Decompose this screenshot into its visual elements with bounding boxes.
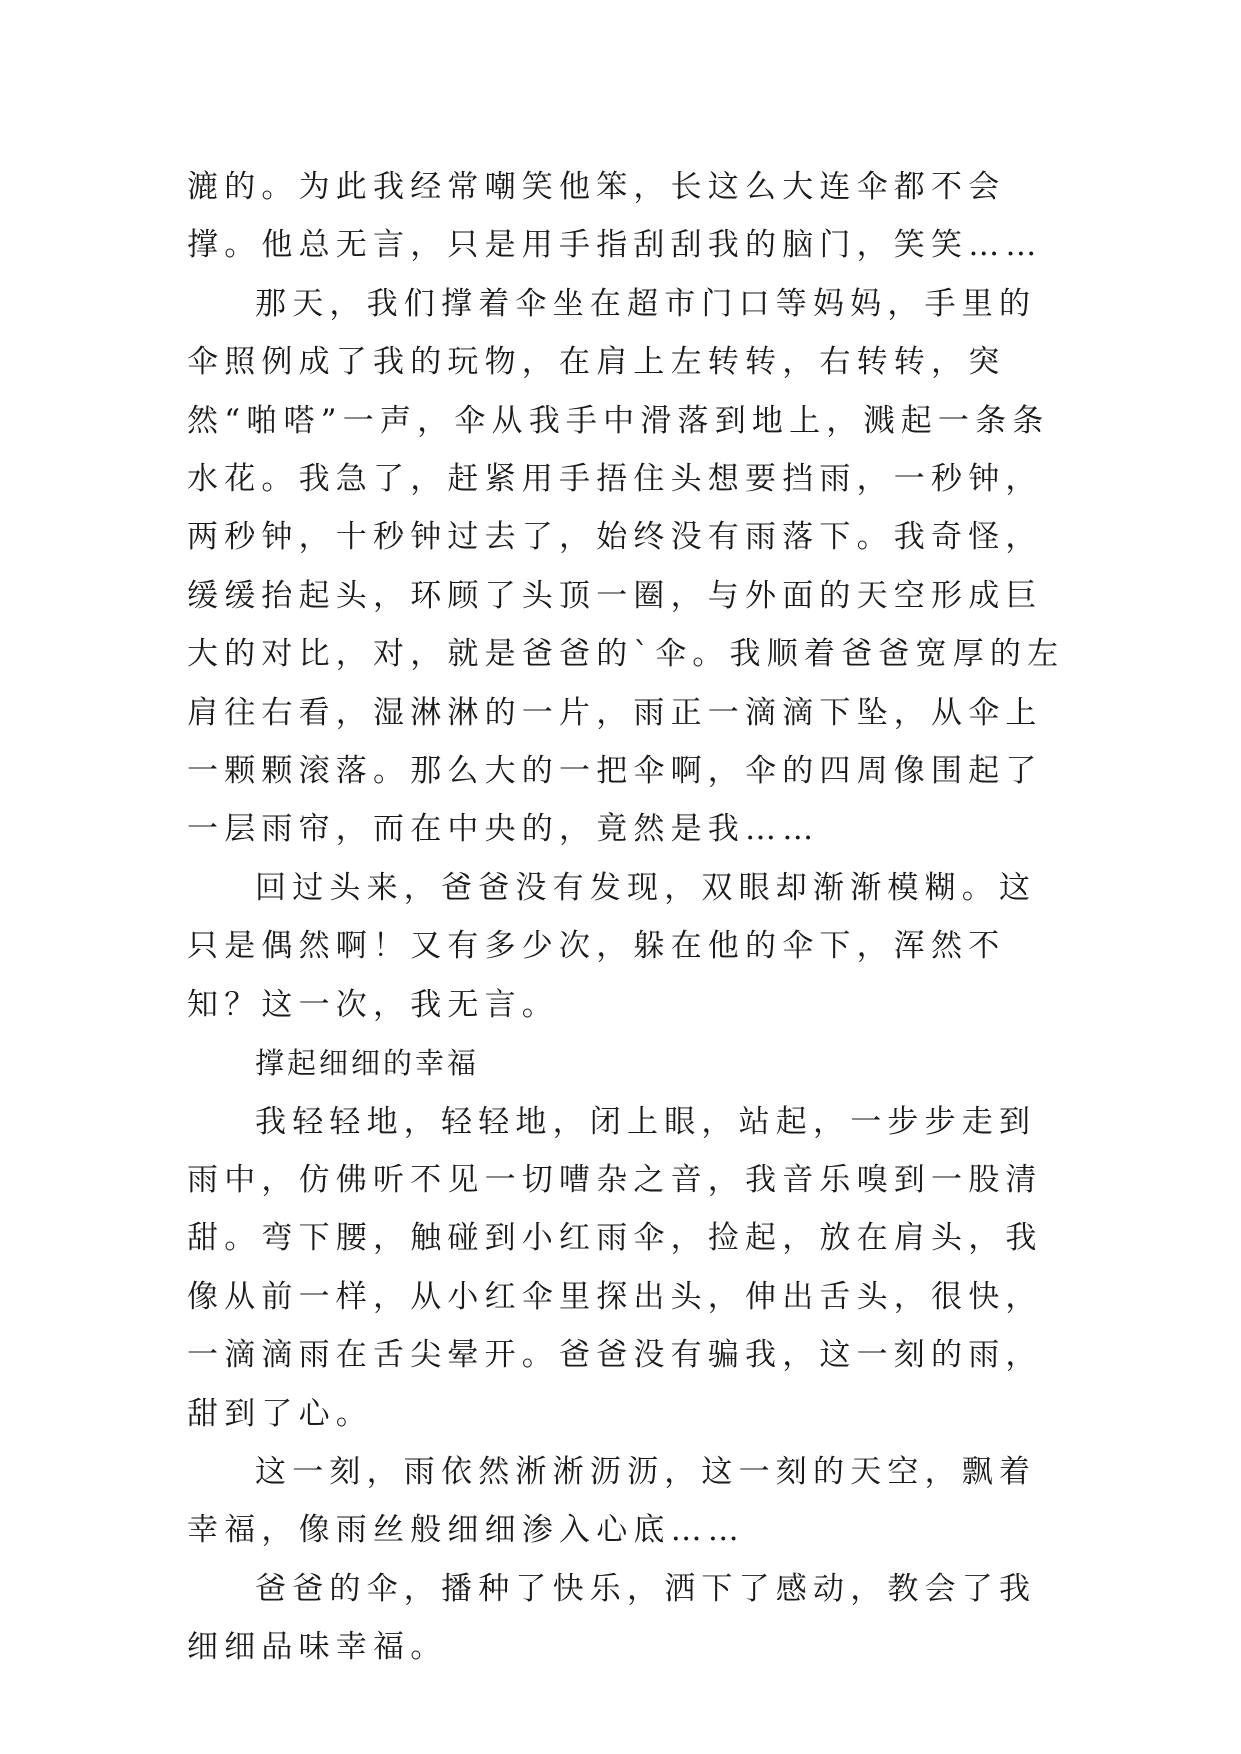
paragraph: 那天，我们撑着伞坐在超市门口等妈妈，手里的伞照例成了我的玩物，在肩上左转转，右转转，突然“啪嗒”一声，伞从我手中滑落到地上，溅起一条条水花。我急了，赶紧用手捂住头想要挡雨，一秒钟，两秒钟，十秒钟过去了，始终没有雨落下。我奇怪，缓缓抬起头，环顾了头顶一圈，与外面的天空形成巨大的对比，对，就是爸爸的`伞。我顺着爸爸宽厚的左肩往右看，湿淋淋的一片，雨正一滴滴下坠，从伞上一颗颗滚落。那么大的一把伞啊，伞的四周像围起了一层雨帘，而在中央的，竟然是我…… [187,285,1065,848]
section-heading: 撑起细细的幸福 [255,1046,480,1081]
paragraph: 漉的。为此我经常嘲笑他笨，长这么大连伞都不会撑。他总无言，只是用手指刮刮我的脑门，笑笑…… [187,169,1043,264]
paragraph: 这一刻，雨依然淅淅沥沥，这一刻的天空，飘着幸福，像雨丝般细细渗入心底…… [187,1453,1037,1549]
paragraph: 爸爸的伞，播种了快乐，洒下了感动，教会了我细细品味幸福。 [187,1570,1037,1666]
paragraph: 回过头来，爸爸没有发现，双眼却渐渐模糊。这只是偶然啊！又有多少次，躲在他的伞下，浑然不知？这一次，我无言。 [187,869,1037,1023]
document-body [187,158,1067,1677]
paragraph: 我轻轻地，轻轻地，闭上眼，站起，一步步走到雨中，仿佛听不见一切嘈杂之音，我音乐嗅到一股清甜。弯下腰，触碰到小红雨伞，捡起，放在肩头，我像从前一样，从小红伞里探出头，伸出舌头，很快，一滴滴雨在舌尖晕开。爸爸没有骗我，这一刻的雨，甜到了心。 [187,1103,1043,1432]
